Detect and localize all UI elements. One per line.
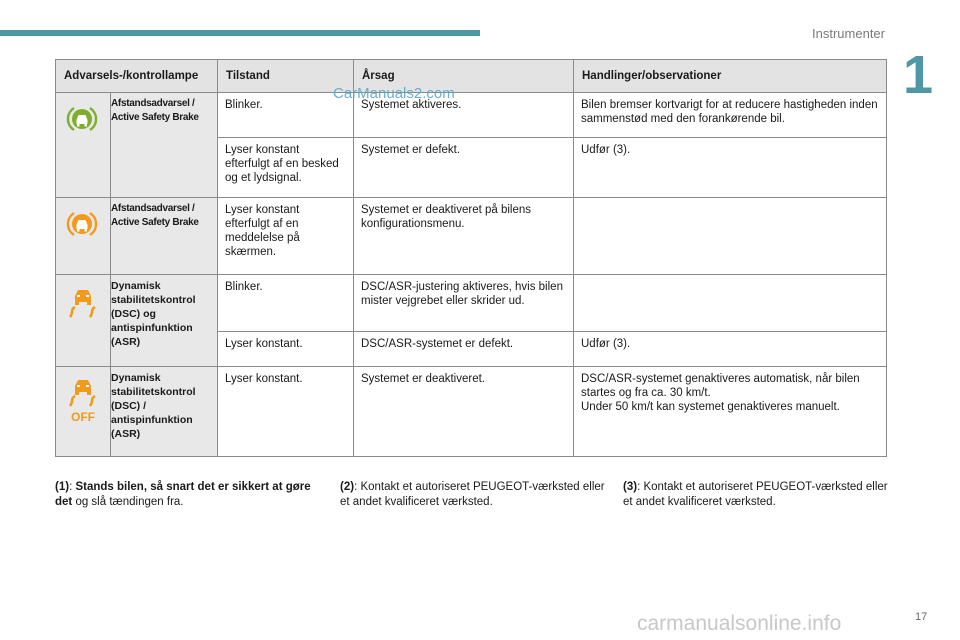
section-title: Instrumenter bbox=[812, 26, 885, 41]
page-number: 17 bbox=[915, 611, 928, 623]
cause-cell: Systemet er deaktiveret på bilens konfigurationsmenu. bbox=[354, 198, 574, 275]
footnote-bold-text: Stands bilen, så snart det er sikkert at gøre det bbox=[55, 481, 311, 508]
lamp-icon-cell bbox=[56, 275, 111, 367]
column-header-action: Handlinger/observationer bbox=[574, 60, 887, 93]
lamp-icon-cell bbox=[56, 198, 111, 275]
watermark-bottom: carmanualsonline.info bbox=[637, 612, 842, 635]
column-header-state: Tilstand bbox=[218, 60, 354, 93]
lamp-name: Afstandsadvarsel / Active Safety Brake bbox=[111, 198, 218, 275]
state-cell: Lyser konstant. bbox=[218, 367, 354, 457]
column-header-lamp: Advarsels-/kontrollampe bbox=[56, 60, 218, 93]
watermark-top: CarManuals2.com bbox=[333, 85, 455, 102]
dsc-asr-off-icon bbox=[66, 377, 100, 423]
state-cell: Blinker. bbox=[218, 93, 354, 138]
footnote-2 bbox=[340, 480, 610, 510]
chapter-number: 1 bbox=[903, 45, 934, 105]
cause-cell: Systemet er defekt. bbox=[354, 138, 574, 198]
footnote-text: : Kontakt et autoriseret PEUGEOT-værksted eller et andet kvalificeret værksted. bbox=[623, 481, 888, 508]
off-label: OFF bbox=[71, 410, 95, 423]
warning-lamp-table bbox=[55, 59, 887, 457]
action-cell: Udfør (3). bbox=[574, 332, 887, 367]
lamp-name: Afstandsadvarsel / Active Safety Brake bbox=[111, 93, 218, 198]
lamp-name: Dynamisk stabilitetskontrol (DSC) / antispinfunktion (ASR) bbox=[111, 367, 218, 457]
state-cell: Lyser konstant efterfulgt af en besked og et lydsignal. bbox=[218, 138, 354, 198]
action-cell bbox=[574, 198, 887, 275]
footnote-text: : Kontakt et autoriseret PEUGEOT-værksted eller et andet kvalificeret værksted. bbox=[340, 481, 605, 508]
header-accent-bar bbox=[0, 30, 480, 36]
state-cell: Blinker. bbox=[218, 275, 354, 332]
cause-cell: Systemet er deaktiveret. bbox=[354, 367, 574, 457]
state-cell: Lyser konstant efterfulgt af en meddelelse på skærmen. bbox=[218, 198, 354, 275]
column-header-cause: Årsag bbox=[354, 60, 574, 93]
table-row bbox=[56, 367, 887, 457]
state-cell: Lyser konstant. bbox=[218, 332, 354, 367]
footnote-ref: (1) bbox=[55, 481, 70, 493]
active-safety-brake-off-icon bbox=[66, 208, 98, 240]
lamp-name: Dynamisk stabilitetskontrol (DSC) og antispinfunktion (ASR) bbox=[111, 275, 218, 367]
dsc-asr-icon bbox=[66, 285, 100, 319]
table-header-row bbox=[56, 60, 887, 93]
table-row bbox=[56, 198, 887, 275]
footnote-ref: (2) bbox=[340, 481, 355, 493]
cause-cell: DSC/ASR-systemet er defekt. bbox=[354, 332, 574, 367]
lamp-icon-cell bbox=[56, 367, 111, 457]
footnote-ref: (3) bbox=[623, 481, 638, 493]
cause-cell: DSC/ASR-justering aktiveres, hvis bilen mister vejgrebet eller skrider ud. bbox=[354, 275, 574, 332]
action-cell: Bilen bremser kortvarigt for at reducere hastigheden inden sammenstød med den forankørende bil. bbox=[574, 93, 887, 138]
lamp-icon-cell bbox=[56, 93, 111, 198]
table-row bbox=[56, 275, 887, 332]
table-row bbox=[56, 93, 887, 138]
action-cell: Udfør (3). bbox=[574, 138, 887, 198]
footnote-3 bbox=[623, 480, 893, 510]
footnote-1: (1): Stands bilen, så snart det er sikkert at gøre det og slå tændingen fra. bbox=[55, 481, 311, 508]
footnote-text: og slå tændingen fra. bbox=[72, 496, 184, 508]
action-cell bbox=[574, 275, 887, 332]
active-safety-brake-icon bbox=[66, 103, 98, 135]
cause-cell: Systemet aktiveres. bbox=[354, 93, 574, 138]
action-cell: DSC/ASR-systemet genaktiveres automatisk, når bilen startes og fra ca. 30 km/t. Under 50 km/t kan systemet genaktiveres manuelt. bbox=[574, 367, 887, 457]
